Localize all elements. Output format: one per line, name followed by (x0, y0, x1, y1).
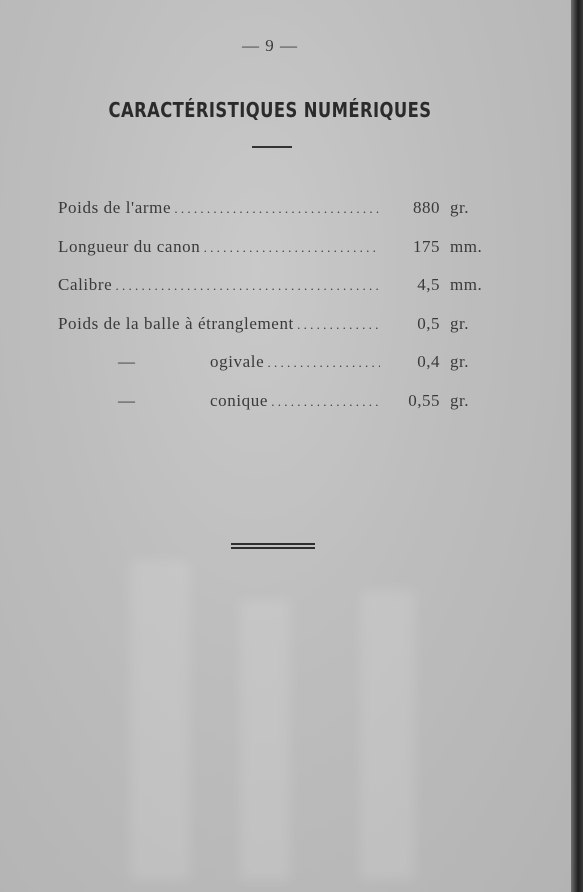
end-double-rule (231, 543, 315, 549)
leader-dots (171, 198, 380, 217)
spec-value: 0,55 (408, 390, 440, 410)
spec-row-bullet-weight-waisted (58, 314, 488, 353)
spec-row-bullet-weight-conical (58, 391, 488, 430)
spec-unit: gr. (450, 352, 469, 371)
ditto-dash: — (118, 390, 135, 410)
spec-unit: mm. (450, 236, 483, 256)
spec-label: Longueur du canon (58, 236, 201, 256)
spec-unit: mm. (450, 275, 483, 294)
spec-label: ogivale (210, 352, 265, 371)
paper-fold-shade (240, 600, 290, 880)
spec-label: Poids de l'arme (58, 198, 172, 217)
title-underline (252, 146, 292, 148)
spec-label: Calibre (58, 275, 113, 294)
spec-row-bullet-weight-ogival (58, 352, 488, 391)
spec-row-caliber (58, 275, 488, 314)
spec-unit: gr. (450, 390, 469, 410)
spec-row-weight (58, 198, 488, 237)
leader-dots (200, 237, 380, 256)
spec-list (58, 198, 488, 429)
spec-label: conique (210, 390, 269, 410)
ditto-dash: — (118, 352, 135, 371)
leader-dots (112, 275, 380, 294)
page-title: CARACTÉRISTIQUES NUMÉRIQUES (108, 98, 432, 122)
page-number: — 9 — (242, 36, 298, 55)
spec-value: 0,5 (417, 313, 440, 333)
paper-fold-shade (130, 560, 190, 880)
spec-row-barrel-length (58, 237, 488, 276)
paper-fold-shade (360, 590, 415, 880)
spec-unit: gr. (450, 198, 469, 217)
leader-dots (294, 314, 380, 333)
leader-dots (264, 352, 380, 371)
spec-value: 0,4 (417, 352, 440, 371)
spec-label: Poids de la balle à étranglement (58, 313, 294, 333)
spec-unit: gr. (450, 313, 469, 333)
spec-value: 4,5 (417, 275, 440, 294)
spec-value: 880 (413, 198, 440, 217)
spec-value: 175 (413, 236, 440, 256)
page-binding-edge (571, 0, 583, 892)
leader-dots (268, 391, 380, 410)
